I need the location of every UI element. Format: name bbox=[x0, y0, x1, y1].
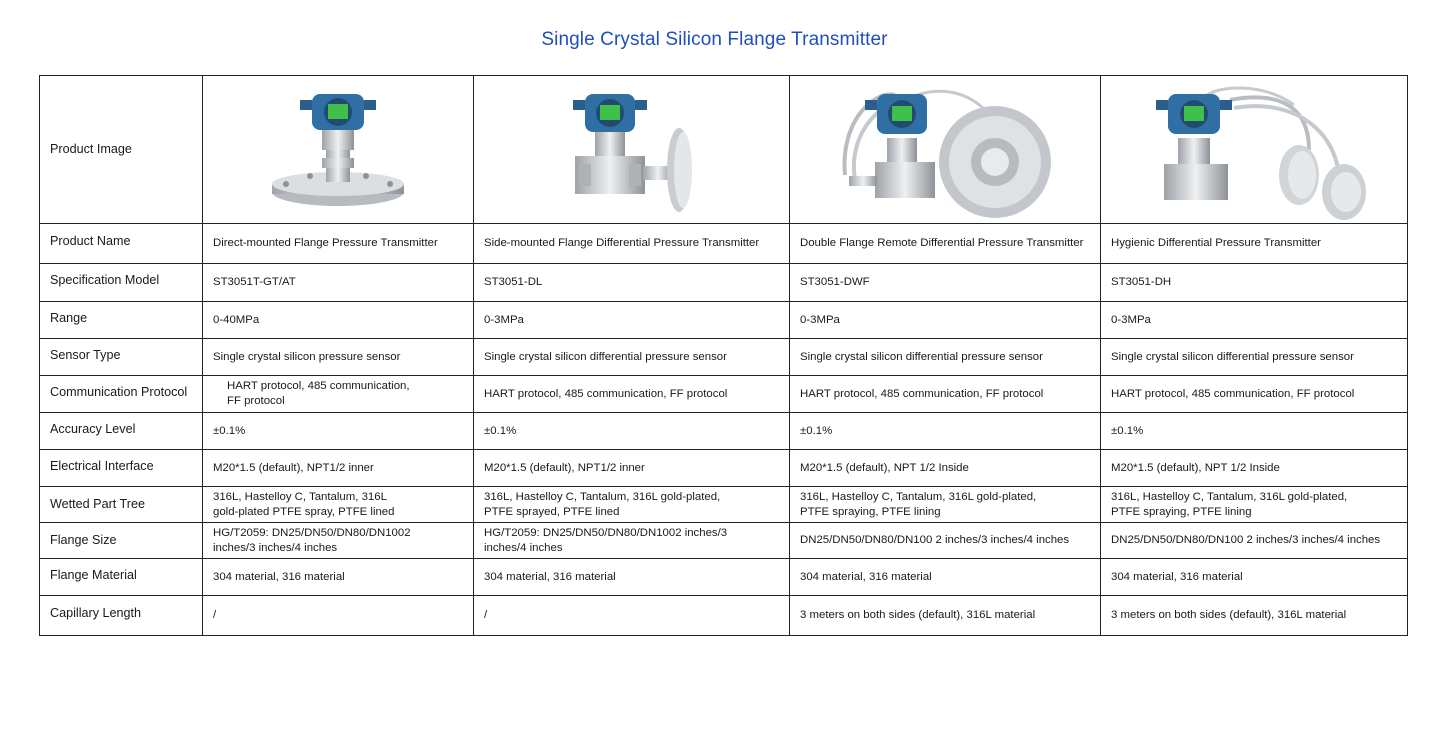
row-label-accuracy: Accuracy Level bbox=[40, 413, 203, 450]
row-label-protocol: Communication Protocol bbox=[40, 376, 203, 413]
cell-model-4: ST3051-DH bbox=[1101, 264, 1408, 302]
cell-interface-4: M20*1.5 (default), NPT 1/2 Inside bbox=[1101, 450, 1408, 487]
side-mounted-transmitter-icon bbox=[557, 80, 707, 220]
cell-flange-size-4: DN25/DN50/DN80/DN100 2 inches/3 inches/4 inches bbox=[1101, 523, 1408, 559]
table-row-capillary bbox=[40, 596, 1408, 636]
table-row-interface bbox=[40, 450, 1408, 487]
double-flange-remote-transmitter-icon bbox=[835, 80, 1055, 220]
cell-protocol-4: HART protocol, 485 communication, FF protocol bbox=[1101, 376, 1408, 413]
cell-protocol-2: HART protocol, 485 communication, FF protocol bbox=[474, 376, 790, 413]
cell-flange-size-1: HG/T2059: DN25/DN50/DN80/DN1002 inches/3 inches/4 inches bbox=[203, 523, 474, 559]
cell-protocol-3: HART protocol, 485 communication, FF protocol bbox=[790, 376, 1101, 413]
cell-model-2: ST3051-DL bbox=[474, 264, 790, 302]
cell-wetted-3: 316L, Hastelloy C, Tantalum, 316L gold-plated, PTFE spraying, PTFE lining bbox=[790, 487, 1101, 523]
cell-sensor-2: Single crystal silicon differential pressure sensor bbox=[474, 339, 790, 376]
cell-accuracy-2: ±0.1% bbox=[474, 413, 790, 450]
cell-capillary-4: 3 meters on both sides (default), 316L material bbox=[1101, 596, 1408, 636]
cell-capillary-3: 3 meters on both sides (default), 316L material bbox=[790, 596, 1101, 636]
row-label-wetted: Wetted Part Tree bbox=[40, 487, 203, 523]
cell-flange-material-4: 304 material, 316 material bbox=[1101, 559, 1408, 596]
cell-range-3: 0-3MPa bbox=[790, 302, 1101, 339]
cell-wetted-1: 316L, Hastelloy C, Tantalum, 316L gold-plated PTFE spray, PTFE lined bbox=[203, 487, 474, 523]
row-label-flange-material: Flange Material bbox=[40, 559, 203, 596]
product-image-1 bbox=[203, 76, 474, 224]
cell-wetted-2: 316L, Hastelloy C, Tantalum, 316L gold-plated, PTFE sprayed, PTFE lined bbox=[474, 487, 790, 523]
table-row-wetted bbox=[40, 487, 1408, 523]
row-label-image: Product Image bbox=[40, 76, 203, 224]
cell-name-4: Hygienic Differential Pressure Transmitter bbox=[1101, 224, 1408, 264]
cell-sensor-3: Single crystal silicon differential pressure sensor bbox=[790, 339, 1101, 376]
table-row-model bbox=[40, 264, 1408, 302]
row-label-sensor: Sensor Type bbox=[40, 339, 203, 376]
hygienic-transmitter-icon bbox=[1134, 80, 1374, 220]
cell-flange-size-3: DN25/DN50/DN80/DN100 2 inches/3 inches/4 inches bbox=[790, 523, 1101, 559]
row-label-capillary: Capillary Length bbox=[40, 596, 203, 636]
page-title: Single Crystal Silicon Flange Transmitter bbox=[541, 29, 888, 50]
cell-flange-material-1: 304 material, 316 material bbox=[203, 559, 474, 596]
row-label-flange-size: Flange Size bbox=[40, 523, 203, 559]
cell-name-2: Side-mounted Flange Differential Pressure Transmitter bbox=[474, 224, 790, 264]
cell-interface-3: M20*1.5 (default), NPT 1/2 Inside bbox=[790, 450, 1101, 487]
cell-model-3: ST3051-DWF bbox=[790, 264, 1101, 302]
cell-flange-material-2: 304 material, 316 material bbox=[474, 559, 790, 596]
cell-flange-size-2: HG/T2059: DN25/DN50/DN80/DN1002 inches/3 inches/4 inches bbox=[474, 523, 790, 559]
cell-capillary-2: / bbox=[474, 596, 790, 636]
table-row-accuracy bbox=[40, 413, 1408, 450]
row-label-name: Product Name bbox=[40, 224, 203, 264]
cell-accuracy-3: ±0.1% bbox=[790, 413, 1101, 450]
cell-wetted-4: 316L, Hastelloy C, Tantalum, 316L gold-plated, PTFE spraying, PTFE lining bbox=[1101, 487, 1408, 523]
product-image-3 bbox=[790, 76, 1101, 224]
product-image-4 bbox=[1101, 76, 1408, 224]
cell-capillary-1: / bbox=[203, 596, 474, 636]
cell-range-4: 0-3MPa bbox=[1101, 302, 1408, 339]
row-label-range: Range bbox=[40, 302, 203, 339]
table-row-protocol bbox=[40, 376, 1408, 413]
table-row-image bbox=[40, 76, 1408, 224]
table-row-name bbox=[40, 224, 1408, 264]
table-row-flange-material bbox=[40, 559, 1408, 596]
cell-range-1: 0-40MPa bbox=[203, 302, 474, 339]
cell-interface-2: M20*1.5 (default), NPT1/2 inner bbox=[474, 450, 790, 487]
cell-name-1: Direct-mounted Flange Pressure Transmitter bbox=[203, 224, 474, 264]
cell-interface-1: M20*1.5 (default), NPT1/2 inner bbox=[203, 450, 474, 487]
cell-model-1: ST3051T-GT/AT bbox=[203, 264, 474, 302]
cell-accuracy-1: ±0.1% bbox=[203, 413, 474, 450]
table-row-flange-size bbox=[40, 523, 1408, 559]
cell-protocol-1: HART protocol, 485 communication, FF protocol bbox=[203, 376, 474, 413]
product-image-2 bbox=[474, 76, 790, 224]
table-row-sensor bbox=[40, 339, 1408, 376]
spec-table bbox=[39, 75, 1408, 636]
row-label-model: Specification Model bbox=[40, 264, 203, 302]
row-label-interface: Electrical Interface bbox=[40, 450, 203, 487]
cell-range-2: 0-3MPa bbox=[474, 302, 790, 339]
table-row-range bbox=[40, 302, 1408, 339]
cell-flange-material-3: 304 material, 316 material bbox=[790, 559, 1101, 596]
cell-sensor-1: Single crystal silicon pressure sensor bbox=[203, 339, 474, 376]
cell-accuracy-4: ±0.1% bbox=[1101, 413, 1408, 450]
cell-name-3: Double Flange Remote Differential Pressure Transmitter bbox=[790, 224, 1101, 264]
direct-mounted-transmitter-icon bbox=[268, 80, 408, 220]
cell-sensor-4: Single crystal silicon differential pressure sensor bbox=[1101, 339, 1408, 376]
